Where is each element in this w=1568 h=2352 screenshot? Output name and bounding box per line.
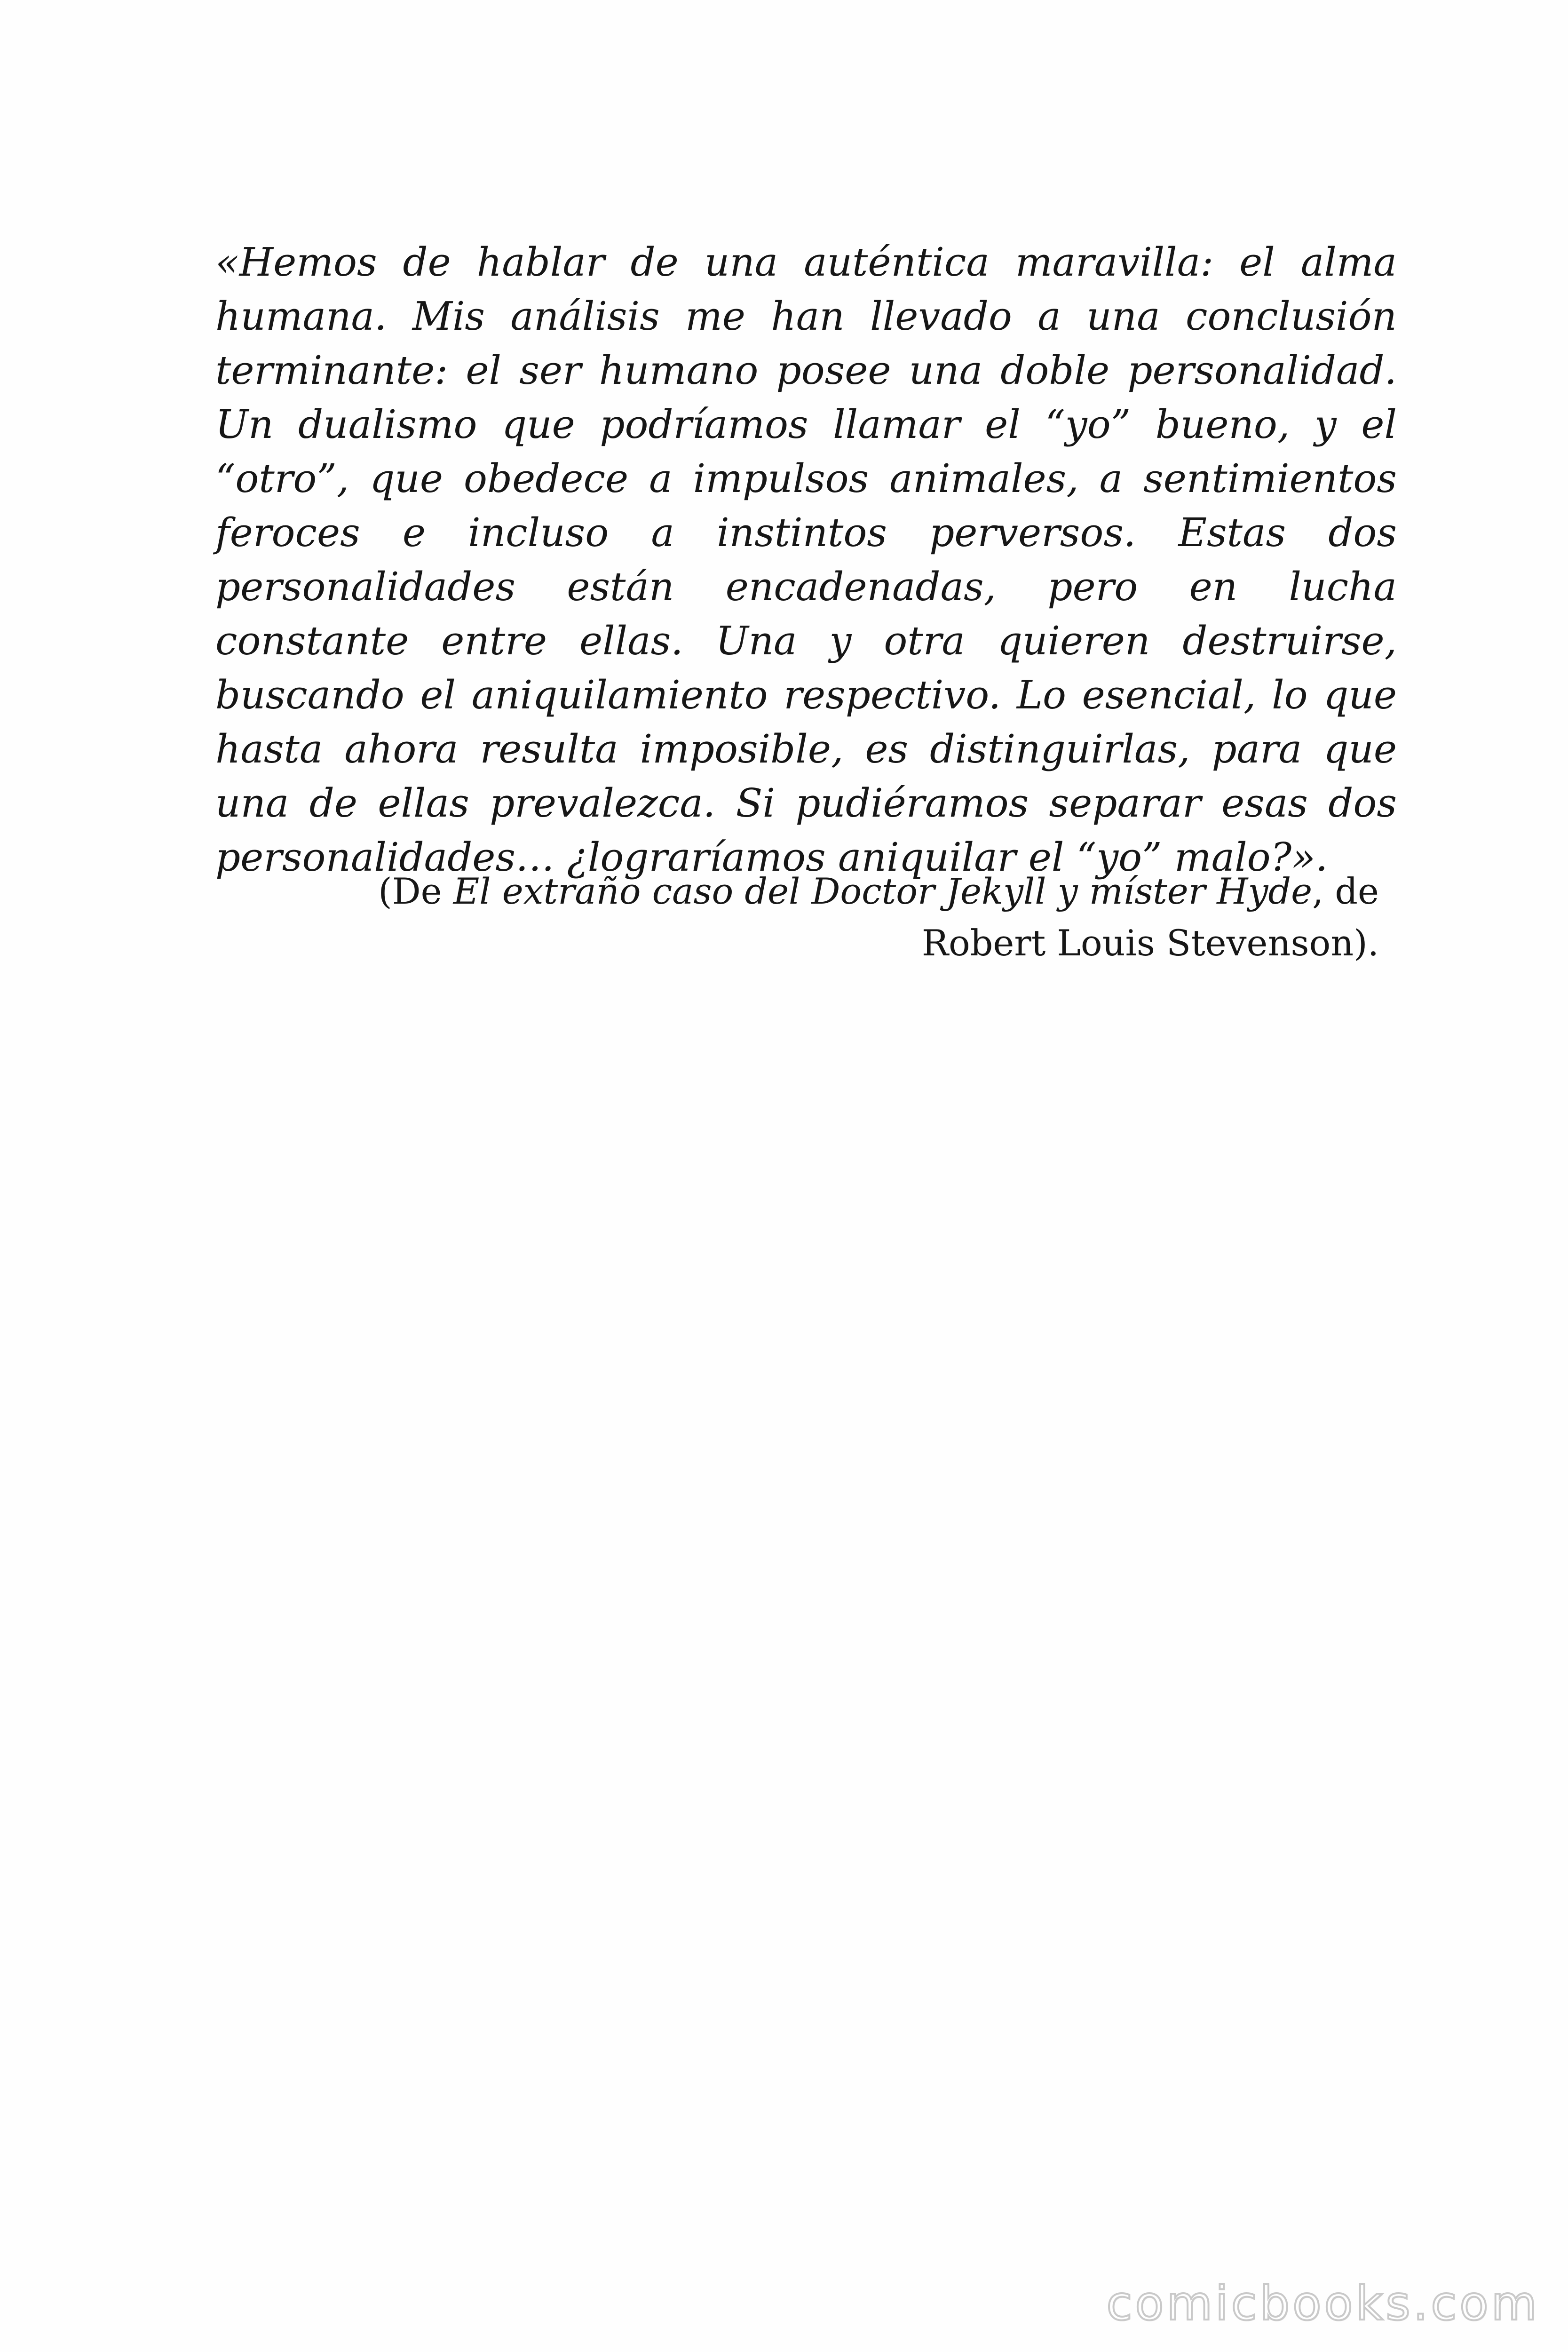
attribution-book-title: El extraño caso del Doctor Jekyll y míster Hyde: [453, 870, 1313, 912]
attribution-suffix: , de Robert Louis Stevenson).: [921, 870, 1379, 964]
site-watermark: comicbooks.com: [1106, 2276, 1540, 2331]
epigraph-attribution: [245, 866, 1379, 969]
epigraph-quote: «Hemos de hablar de una auténtica maravilla: el alma humana. Mis análisis me han llevado a una conclusión terminante: el ser humano posee una doble personalidad. Un dualismo que podríamos llamar el “yo” bueno, y el “otro”, que obedece a impulsos animales, a sentimientos feroces e incluso a instintos perversos. Estas dos personalidades están encadenadas, pero en lucha constante entre ellas. Una y otra quieren destruirse, buscando el aniquilamiento respectivo. Lo esencial, lo que hasta ahora resulta imposible, es distinguirlas, para que una de ellas prevalezca. Si pudiéramos separar esas dos personalidades… ¿lograríamos aniquilar el “yo” malo?».: [215, 239, 1397, 880]
attribution-prefix: (De: [378, 870, 453, 912]
